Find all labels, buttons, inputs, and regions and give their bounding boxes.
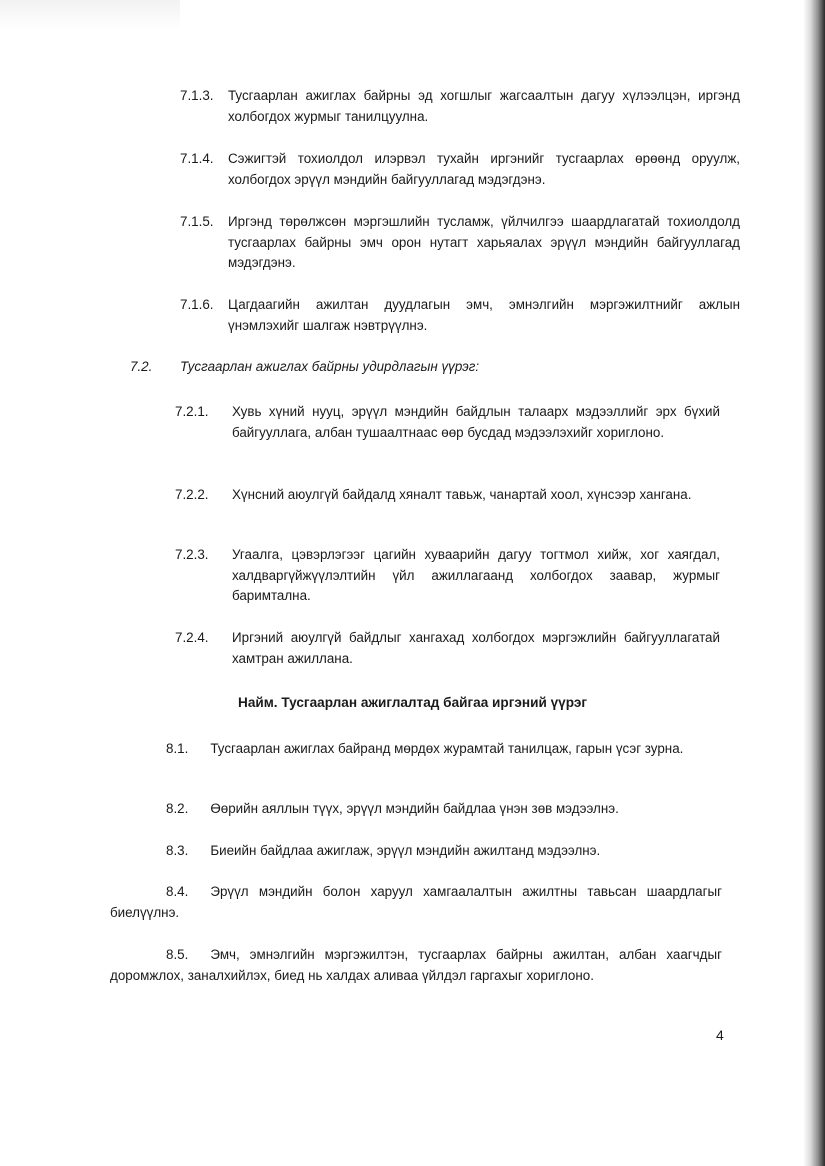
item-text: Тусгаарлан ажиглах байранд мөрдөх журамтай танилцаж, гарын үсэг зурна. <box>210 741 684 756</box>
chapter-heading: Найм. Тусгаарлан ажиглалтад байгаа иргэний үүрэг <box>238 695 587 710</box>
section-number: 7.2. <box>130 359 153 374</box>
item-number: 8.3. <box>166 843 189 858</box>
list-item <box>110 882 722 923</box>
item-text: Цагдаагийн ажилтан дуудлагын эмч, эмнэлгийн мэргэжилтнийг ажлын үнэмлэхийг шалгаж нэвтрүүлнэ. <box>228 297 740 333</box>
item-number: 8.1. <box>166 741 189 756</box>
list-item <box>110 841 722 862</box>
page-number: 4 <box>716 1027 724 1043</box>
item-number: 8.5. <box>166 947 189 962</box>
list-item <box>110 945 722 986</box>
item-number: 7.2.4. <box>175 630 209 645</box>
item-number: 7.2.1. <box>175 404 209 419</box>
section-title: Тусгаарлан ажиглах байрны удирдлагын үүрэг: <box>180 359 480 374</box>
item-number: 7.1.3. <box>180 88 214 103</box>
list-item <box>110 799 722 820</box>
item-text: Эмч, эмнэлгийн мэргэжилтэн, тусгаарлах байрны ажилтан, албан хаагчдыг доромжлох, заналхийлэх, биед нь халдах аливаа үйлдэл гаргахыг хориглоно. <box>110 947 722 983</box>
item-number: 7.2.2. <box>175 487 209 502</box>
item-number: 7.2.3. <box>175 547 209 562</box>
item-number: 7.1.6. <box>180 297 214 312</box>
item-number: 7.1.5. <box>180 214 214 229</box>
item-text: Өөрийн аяллын түүх, эрүүл мэндийн байдлаа үнэн зөв мэдээлнэ. <box>210 801 619 816</box>
item-text: Иргэнд төрөлжсөн мэргэшлийн тусламж, үйлчилгээ шаардлагатай тохиолдолд тусгаарлах байрны эмч орон нутагт харьяалах эрүүл мэндийн байгууллагад мэдэгдэнэ. <box>228 214 740 270</box>
item-number: 8.4. <box>166 884 189 899</box>
scan-shadow-right-edge <box>803 0 825 1166</box>
item-text: Хувь хүний нууц, эрүүл мэндийн байдлын талаарх мэдээллийг эрх бүхий байгууллага, албан тушаалтнаас өөр бусдад мэдээлэхийг хориглоно. <box>232 404 720 440</box>
item-text: Хүнсний аюулгүй байдалд хяналт тавьж, чанартай хоол, хүнсээр хангана. <box>232 487 692 502</box>
item-text: Иргэний аюулгүй байдлыг хангахад холбогдох мэргэжлийн байгууллагатай хамтран ажиллана. <box>232 630 720 666</box>
item-text: Биеийн байдлаа ажиглаж, эрүүл мэндийн ажилтанд мэдээлнэ. <box>210 843 601 858</box>
item-text: Тусгаарлан ажиглах байрны эд хогшлыг жагсаалтын дагуу хүлээлцэн, иргэнд холбогдох журмыг танилцуулна. <box>228 88 740 124</box>
item-number: 8.2. <box>166 801 189 816</box>
item-number: 7.1.4. <box>180 151 214 166</box>
scan-shadow-top <box>0 0 180 30</box>
item-text: Сэжигтэй тохиолдол илэрвэл тухайн иргэнийг тусгаарлах өрөөнд оруулж, холбогдох эрүүл мэндийн байгууллагад мэдэгдэнэ. <box>228 151 740 187</box>
list-item <box>110 739 722 760</box>
item-text: Эрүүл мэндийн болон харуул хамгаалалтын ажилтны тавьсан шаардлагыг биелүүлнэ. <box>110 884 722 920</box>
item-text: Угаалга, цэвэрлэгээг цагийн хуваарийн дагуу тогтмол хийж, хог хаягдал, халдваргүйжүүлэлтийн үйл ажиллагаанд холбогдох заавар, журмыг баримтална. <box>232 547 720 603</box>
